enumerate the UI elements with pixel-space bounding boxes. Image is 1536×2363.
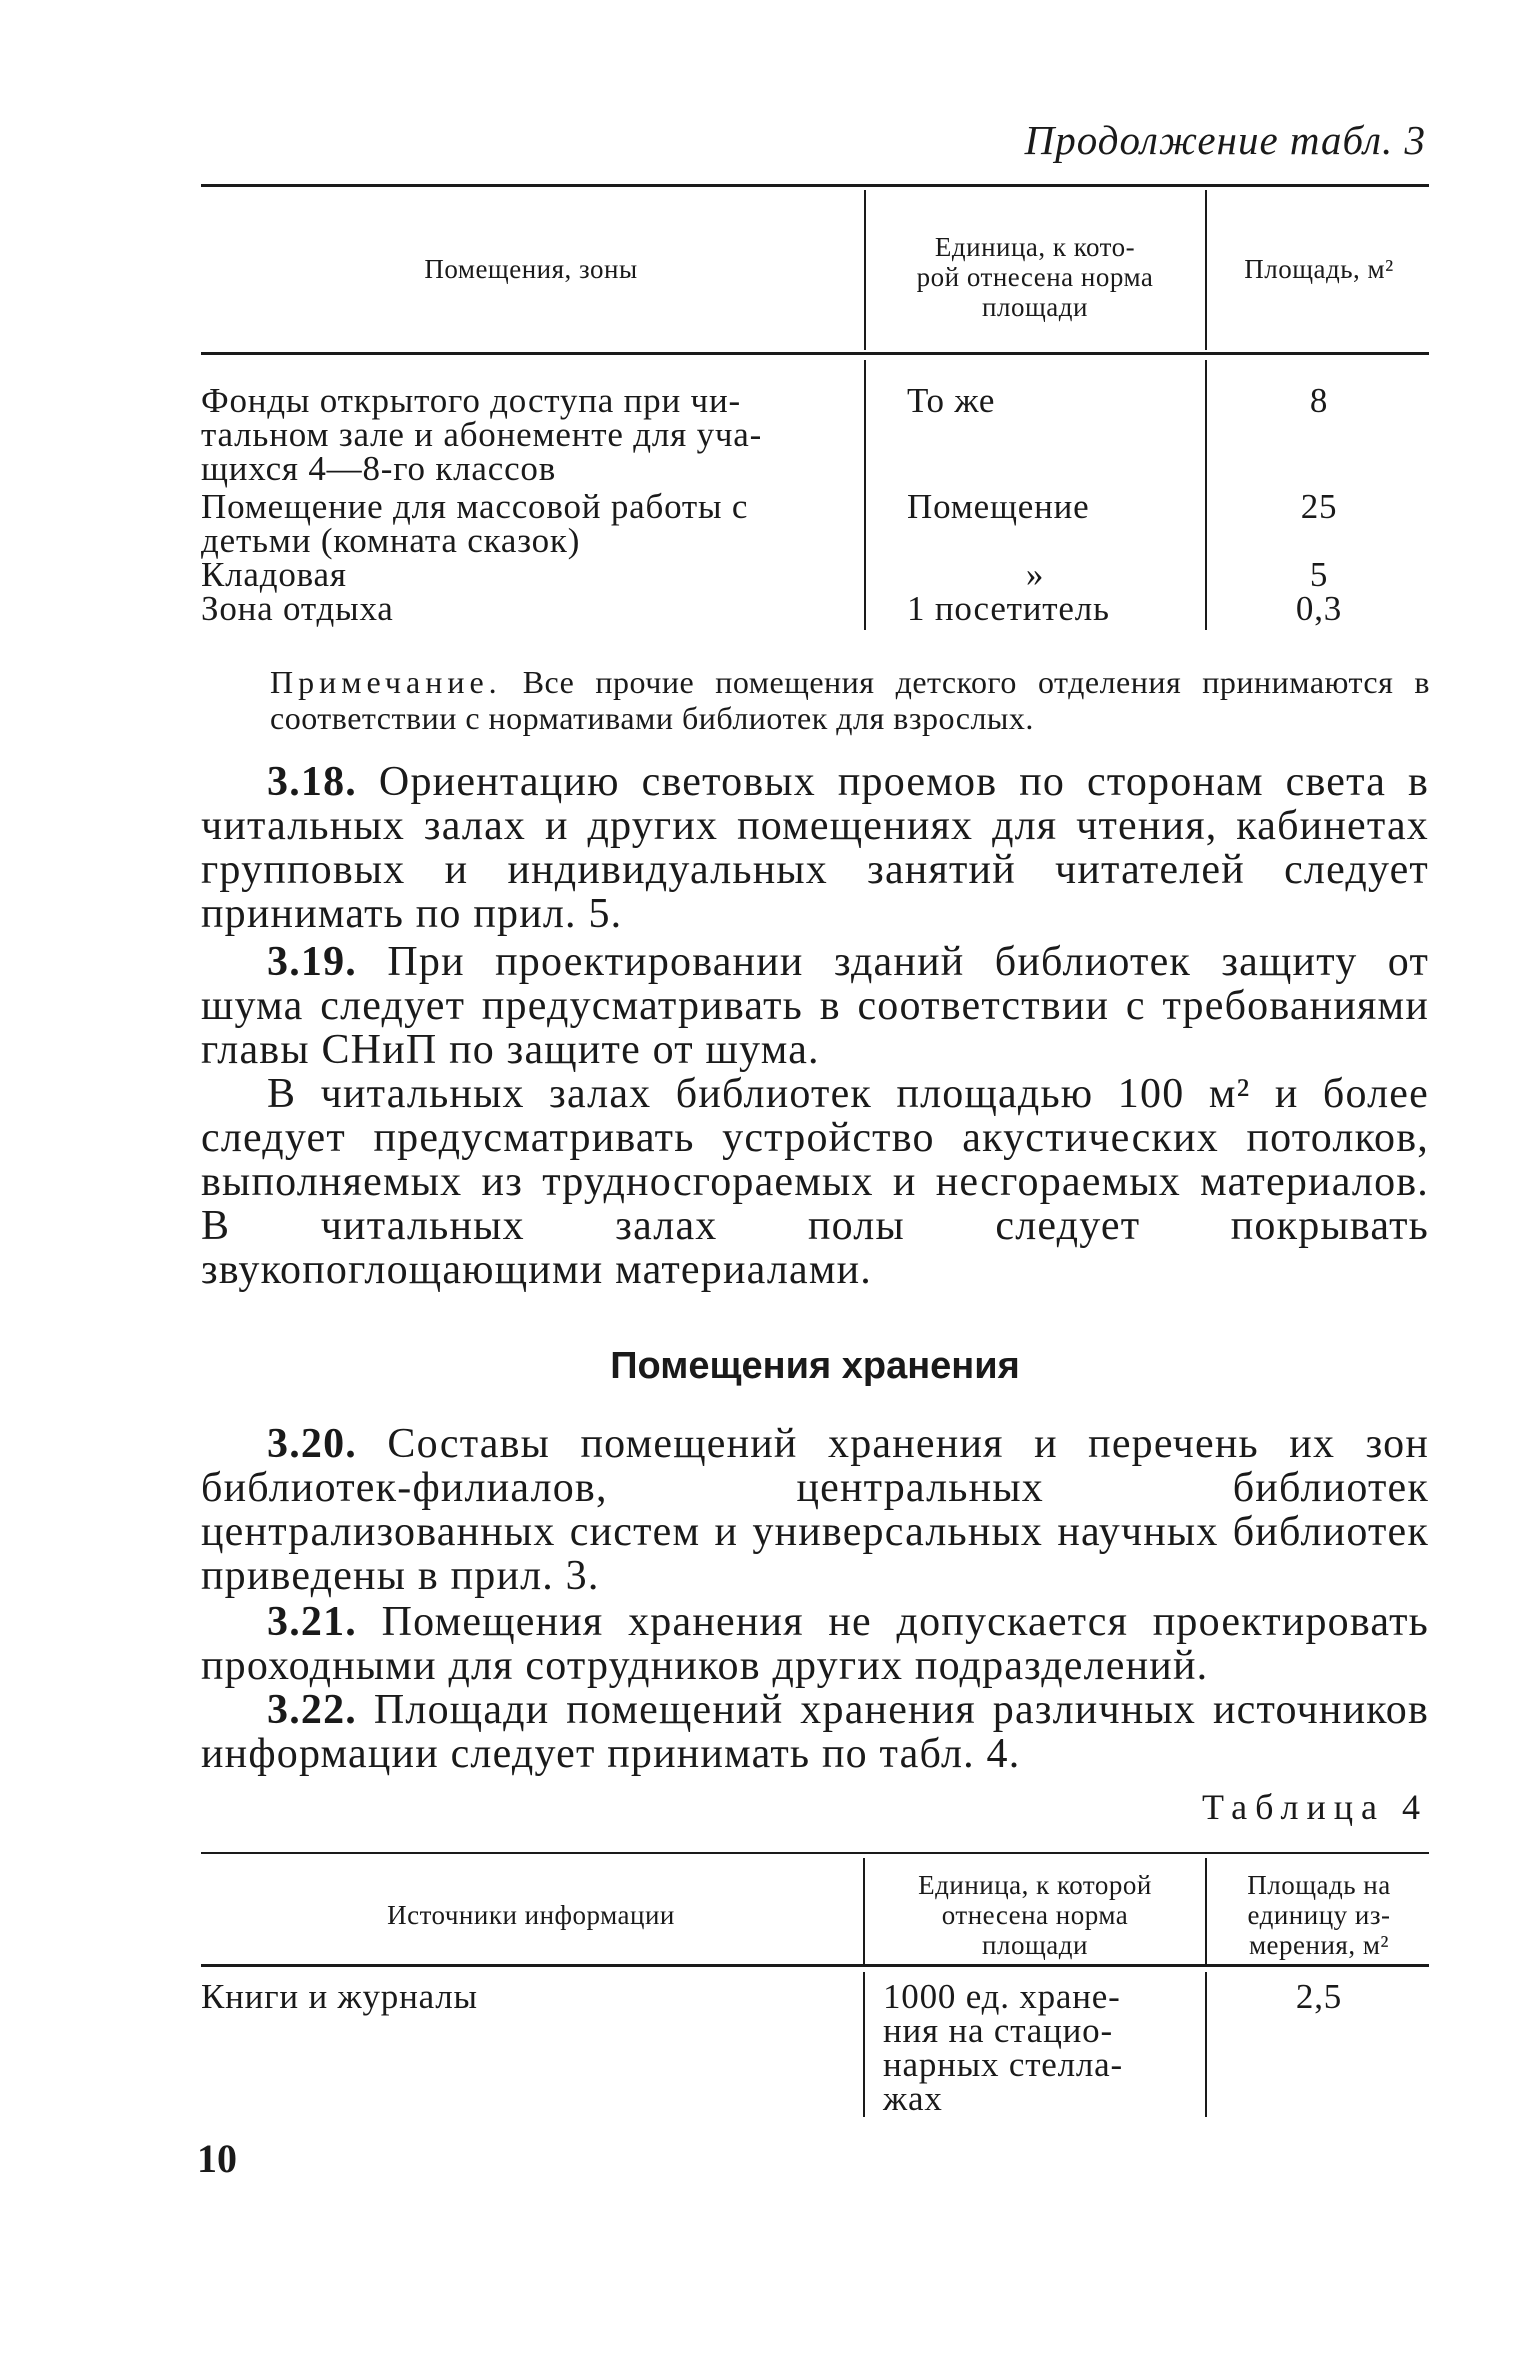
column-divider	[1205, 1972, 1207, 2117]
table-row-unit: То же	[907, 381, 996, 420]
header-bottom-rule	[201, 1964, 1429, 1967]
paragraph-text: Площади помещений хранения различных источников информации следует принимать по табл. 4.	[201, 1687, 1429, 1777]
header-unit: Единица, к кото- рой отнесена норма площади	[916, 232, 1154, 322]
paragraph-3-18	[201, 760, 1429, 936]
header-unit: Единица, к которой отнесена норма площади	[918, 1870, 1152, 1960]
paragraph-number: 3.22.	[267, 1687, 357, 1733]
table-row-name: Помещение для массовой работы с детьми (комната сказок)	[201, 487, 749, 560]
table-note	[270, 664, 1430, 736]
paragraph-number: 3.21.	[267, 1599, 357, 1645]
paragraph-text: Помещения хранения не допускается проектировать проходными для сотрудников других подразделений.	[201, 1599, 1429, 1689]
paragraph-text: При проектировании зданий библиотек защиту от шума следует предусматривать в соответствии с требованиями главы СНиП по защите от шума.	[201, 939, 1429, 1073]
table-top-rule	[201, 1852, 1429, 1854]
table-row-area: 2,5	[1295, 1977, 1343, 2016]
column-divider	[1205, 190, 1207, 350]
column-divider	[864, 360, 866, 630]
table-3	[201, 184, 1429, 634]
paragraph-text: В читальных залах библиотек площадью 100 м² и более следует предусматривать устройство акустических потолков, выполняемых из трудносгораемых и несгораемых материалов. В читальных залах полы следует покрывать звукопоглощающими материалами.	[201, 1071, 1429, 1293]
paragraph-3-19-continued	[201, 1072, 1429, 1292]
column-divider	[863, 1972, 865, 2117]
paragraph-3-19	[201, 940, 1429, 1072]
header-area: Площадь, м²	[1244, 254, 1394, 284]
table-row-name: Кладовая	[201, 555, 347, 594]
table-row-area: 25	[1300, 487, 1338, 526]
table-row-unit: »	[1025, 555, 1045, 594]
header-area-per-unit: Площадь на единицу из- мерения, м²	[1247, 1870, 1391, 1960]
page-number: 10	[197, 2136, 237, 2181]
table-continuation-caption: Продолжение табл. 3	[1024, 117, 1426, 163]
table-row-unit: Помещение	[907, 487, 1090, 526]
table-row-unit: 1 посетитель	[907, 589, 1110, 628]
header-information-sources: Источники информации	[387, 1900, 675, 1930]
paragraph-number: 3.19.	[267, 939, 357, 985]
table-row-area: 5	[1309, 555, 1329, 594]
header-rooms-zones: Помещения, зоны	[424, 254, 638, 284]
paragraph-text: Составы помещений хранения и перечень их зон библиотек-филиалов, центральных библиотек централизованных систем и универсальных научных библиотек приведены в прил. 3.	[201, 1421, 1429, 1599]
paragraph-3-21	[201, 1600, 1429, 1688]
column-divider	[1205, 1858, 1207, 1964]
table-row-area: 8	[1309, 381, 1329, 420]
column-divider	[1205, 360, 1207, 630]
table-top-rule	[201, 184, 1429, 187]
paragraph-number: 3.18.	[267, 759, 357, 805]
paragraph-3-20	[201, 1422, 1429, 1598]
column-divider	[863, 1858, 865, 1964]
paragraph-number: 3.20.	[267, 1421, 357, 1467]
paragraph-text: Ориентацию световых проемов по сторонам света в читальных залах и других помещениях для чтения, кабинетах групповых и индивидуальных занятий читателей следует принимать по прил. 5.	[201, 759, 1429, 937]
note-lead: Примечание.	[270, 664, 502, 700]
column-divider	[864, 190, 866, 350]
paragraph-3-22	[201, 1688, 1429, 1776]
table-row-area: 0,3	[1295, 589, 1343, 628]
table-4-caption: Таблица 4	[1202, 1787, 1428, 1827]
section-heading: Помещения хранения	[610, 1345, 1020, 1387]
table-row-unit: 1000 ед. хране- ния на стацио- нарных стелла- жах	[883, 1977, 1123, 2118]
table-4	[201, 1852, 1429, 2122]
table-row-name: Зона отдыха	[201, 589, 394, 628]
table-row-name: Книги и журналы	[201, 1977, 478, 2016]
header-bottom-rule	[201, 352, 1429, 355]
note-text: Все прочие помещения детского отделения принимаются в соответствии с нормативами библиотек для взрослых.	[270, 664, 1430, 736]
table-row-name: Фонды открытого доступа при чи- тальном зале и абонементе для уча- щихся 4—8-го классов	[201, 381, 763, 488]
